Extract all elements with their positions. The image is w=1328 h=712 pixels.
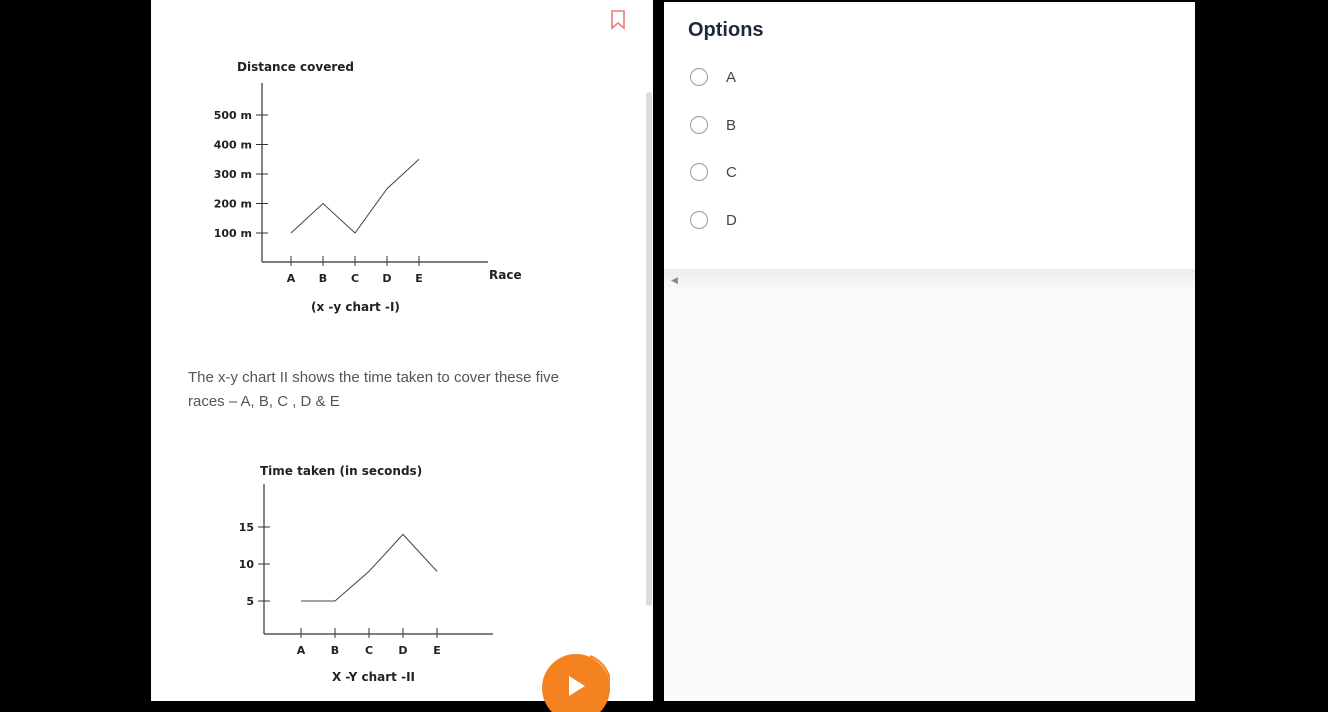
distance-chart-svg — [195, 55, 535, 325]
chart1-xlabel: Race — [489, 268, 522, 282]
chart2-xtick-label: D — [398, 644, 408, 657]
bookmark-icon[interactable] — [610, 10, 626, 30]
options-lower-area — [664, 269, 1195, 701]
option-d-label: D — [726, 211, 737, 229]
distance-chart — [195, 55, 535, 325]
chart1-ytick-label: 400 m — [213, 138, 252, 152]
radio-c[interactable] — [690, 163, 708, 181]
chart1-ytick-label: 300 m — [213, 168, 252, 181]
option-a[interactable] — [690, 68, 736, 86]
time-chart — [215, 458, 505, 693]
chart1-xtick-label: C — [350, 272, 360, 285]
option-b[interactable] — [690, 116, 736, 134]
chart2-ylabel: Time taken (in seconds) — [260, 464, 423, 478]
chart1-ytick-label: 100 m — [213, 227, 252, 240]
question-scrollbar[interactable] — [646, 92, 652, 606]
options-panel — [664, 2, 1195, 269]
options-divider — [664, 269, 1195, 291]
chart1-series-line — [291, 159, 419, 233]
chart1-xtick-label: A — [286, 272, 296, 285]
chart2-ytick-label: 5 — [246, 595, 254, 608]
chart1-xtick-label: B — [318, 272, 328, 285]
chart1-title: (x -y chart -I) — [311, 300, 400, 314]
chart2-ytick-label: 15 — [238, 521, 254, 534]
radio-b[interactable] — [690, 116, 708, 134]
chart2-xtick-label: B — [330, 644, 340, 657]
chart1-ylabel: Distance covered — [237, 60, 354, 74]
chart1-xtick-label: E — [415, 272, 423, 285]
chart2-ytick-label: 10 — [238, 558, 254, 571]
chart1-ytick-label: 500 m — [213, 109, 252, 122]
chart2-series-line — [301, 534, 437, 601]
chart2-xtick-label: E — [433, 644, 441, 657]
option-b-label: B — [726, 116, 737, 134]
scroll-left-arrow-icon[interactable]: ◀ — [671, 275, 678, 285]
question-text: The x-y chart II shows the time taken to cover these five races – A, B, C , D & E — [188, 369, 559, 410]
radio-a[interactable] — [690, 68, 708, 86]
chart2-xtick-label: A — [296, 644, 306, 657]
option-d[interactable] — [690, 211, 737, 229]
chart2-title: X -Y chart -II — [332, 670, 416, 684]
option-c-label: C — [726, 163, 737, 181]
radio-d[interactable] — [690, 211, 708, 229]
chart1-xtick-label: D — [382, 272, 392, 285]
chart2-xtick-label: C — [364, 644, 374, 657]
option-c[interactable] — [690, 163, 737, 181]
option-a-label: A — [726, 68, 737, 86]
play-button[interactable] — [540, 652, 610, 712]
chart1-ytick-label: 200 m — [213, 197, 252, 211]
time-chart-svg — [215, 458, 505, 693]
options-title: Options — [688, 19, 764, 41]
